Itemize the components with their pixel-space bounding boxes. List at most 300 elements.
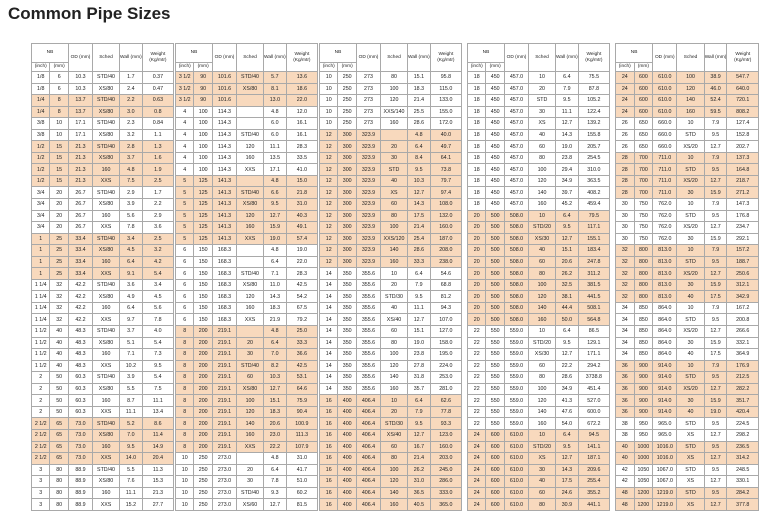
table-cell: XXS <box>93 268 120 280</box>
table-cell: 200 <box>194 441 212 453</box>
table-cell: 160 <box>237 152 264 164</box>
table-row <box>468 453 610 465</box>
table-cell: 6 <box>176 291 194 303</box>
table-cell: 1.9 <box>142 164 173 176</box>
table-cell: 141.3 <box>212 187 236 199</box>
table-cell: 68.8 <box>430 279 461 291</box>
table-cell: 4.9 <box>120 291 143 303</box>
table-cell: 22 <box>468 418 486 430</box>
table-cell: 200 <box>194 326 212 338</box>
table-cell: 314.2 <box>727 453 759 465</box>
table-cell: STD/40 <box>93 72 120 84</box>
table-cell: 26.7 <box>68 222 92 234</box>
table-cell: 32 <box>50 279 68 291</box>
table-cell: 300 <box>338 256 356 268</box>
table-cell: 508.0 <box>504 268 528 280</box>
table-cell: 8 <box>50 95 68 107</box>
table-cell: 60 <box>381 326 408 338</box>
table-row <box>320 487 462 499</box>
table-cell: 140 <box>529 187 556 199</box>
table-cell: 24 <box>468 464 486 476</box>
table-row <box>468 395 610 407</box>
table-cell: 25 <box>50 268 68 280</box>
table-cell: 8.4 <box>408 152 431 164</box>
table-cell: 12 <box>320 175 338 187</box>
table-cell: XS/30 <box>529 349 556 361</box>
table-cell: 150 <box>194 291 212 303</box>
table-cell: STD <box>677 164 704 176</box>
table-cell: 26 <box>616 129 635 141</box>
table-row <box>616 349 759 361</box>
pipe-table-4 <box>467 43 610 511</box>
table-row <box>320 106 462 118</box>
table-cell: 20.6 <box>556 256 579 268</box>
table-cell: 21.4 <box>408 453 431 465</box>
table-cell: 60.2 <box>286 487 317 499</box>
table-cell: 48.3 <box>68 337 92 349</box>
table-cell: 28.3 <box>286 141 317 153</box>
table-row <box>468 302 610 314</box>
table-row <box>616 256 759 268</box>
table-cell: 100 <box>194 141 212 153</box>
table-row <box>32 83 174 95</box>
table-cell: 550 <box>486 406 504 418</box>
table-cell: 10 <box>677 302 704 314</box>
table-cell: 400 <box>338 487 356 499</box>
table-cell: 330.1 <box>727 476 759 488</box>
table-cell: 8 <box>176 360 194 372</box>
table-cell: 160 <box>237 302 264 314</box>
table-cell: 457.0 <box>504 95 528 107</box>
table-cell: 34 <box>616 314 635 326</box>
table-cell: 9.5 <box>408 291 431 303</box>
table-row <box>320 199 462 211</box>
column-header: Sched <box>93 44 120 72</box>
table-row <box>32 360 174 372</box>
table-cell: 18 <box>468 187 486 199</box>
table-cell: 9.5 <box>264 199 287 211</box>
table-cell: 13.0 <box>264 95 287 107</box>
table-cell: 6.4 <box>264 337 287 349</box>
table-cell: 5 <box>176 233 194 245</box>
table-cell: 150 <box>194 245 212 257</box>
table-cell: 157.2 <box>727 245 759 257</box>
table-cell: 125 <box>194 199 212 211</box>
table-cell <box>381 129 408 141</box>
table-cell: 400 <box>338 464 356 476</box>
table-cell: 762.0 <box>653 199 677 211</box>
table-cell: 45.2 <box>556 199 579 211</box>
table-cell: 21.3 <box>68 175 92 187</box>
table-cell: 20 <box>237 337 264 349</box>
table-cell: 28 <box>616 164 635 176</box>
table-cell: 86.5 <box>578 326 609 338</box>
table-cell: 600 <box>486 453 504 465</box>
table-cell: 67.5 <box>286 302 317 314</box>
table-cell: 12 <box>320 187 338 199</box>
table-cell: 273.0 <box>212 499 236 511</box>
table-cell: 200 <box>194 383 212 395</box>
table-cell: 32 <box>50 302 68 314</box>
table-cell: 24 <box>468 429 486 441</box>
table-cell: 1/8 <box>32 83 50 95</box>
table-row <box>468 118 610 130</box>
table-cell: 21.3 <box>68 164 92 176</box>
column-header: Weight (Kg/mtr) <box>430 44 461 72</box>
table-cell: 3.2 <box>120 129 143 141</box>
table-cell: 1 <box>32 233 50 245</box>
table-cell: 48 <box>616 487 635 499</box>
table-cell: 4.5 <box>142 291 173 303</box>
column-header: Sched <box>237 44 264 72</box>
table-cell: STD <box>677 441 704 453</box>
table-cell: 5 <box>176 175 194 187</box>
table-cell: 32 <box>616 279 635 291</box>
table-cell: 600 <box>486 441 504 453</box>
table-cell: 450 <box>486 141 504 153</box>
table-cell: 28 <box>616 152 635 164</box>
table-cell: 51.0 <box>286 476 317 488</box>
table-cell: 33.4 <box>68 268 92 280</box>
table-cell: 10 <box>176 464 194 476</box>
table-cell: 0.63 <box>142 95 173 107</box>
table-row <box>616 337 759 349</box>
table-row <box>176 487 318 499</box>
column-subheader: (inch) <box>320 63 338 72</box>
table-cell: 2.5 <box>142 175 173 187</box>
table-cell: 3.6 <box>120 279 143 291</box>
table-cell: 9.5 <box>704 487 727 499</box>
table-row <box>176 314 318 326</box>
table-cell: 38.1 <box>556 291 579 303</box>
table-cell: 127.0 <box>430 326 461 338</box>
table-cell: 100 <box>381 349 408 361</box>
table-cell: 16 <box>320 499 338 511</box>
table-cell: 24 <box>468 476 486 488</box>
table-cell: 6 <box>176 279 194 291</box>
table-cell: 2 1/2 <box>32 418 50 430</box>
table-cell: 80 <box>50 499 68 511</box>
table-cell: 26.2 <box>408 464 431 476</box>
table-cell: 24 <box>616 95 635 107</box>
table-cell: 117.1 <box>578 222 609 234</box>
table-cell: 188.7 <box>727 256 759 268</box>
table-cell: STD <box>677 418 704 430</box>
table-cell: 14 <box>320 268 338 280</box>
table-cell: 11.1 <box>264 141 287 153</box>
table-cell: 46.0 <box>704 83 727 95</box>
table-cell: 160 <box>529 418 556 430</box>
table-cell: 22 <box>468 406 486 418</box>
table-cell: 406.4 <box>356 453 380 465</box>
table-cell: 236.5 <box>727 441 759 453</box>
table-cell: 5.4 <box>142 268 173 280</box>
table-cell: 7.9 <box>704 152 727 164</box>
table-cell: 18 <box>468 141 486 153</box>
table-cell: 3/4 <box>32 222 50 234</box>
column-header: OD (mm) <box>504 44 528 72</box>
table-row <box>616 487 759 499</box>
table-cell: 7.8 <box>142 314 173 326</box>
table-cell: 1050 <box>634 476 653 488</box>
table-cell: 25 <box>50 233 68 245</box>
table-cell: 284.2 <box>727 487 759 499</box>
table-cell: 20 <box>381 279 408 291</box>
table-cell: 6 <box>176 256 194 268</box>
table-cell: 160 <box>93 441 120 453</box>
table-cell: 3/4 <box>32 210 50 222</box>
table-cell: 20 <box>468 233 486 245</box>
table-cell: 600 <box>634 83 653 95</box>
table-row <box>176 418 318 430</box>
table-cell: 762.0 <box>653 210 677 222</box>
table-cell: 20 <box>468 314 486 326</box>
table-cell: 18 <box>468 83 486 95</box>
table-cell: 5 <box>176 210 194 222</box>
table-cell: 1/2 <box>32 164 50 176</box>
table-cell: 808.2 <box>727 106 759 118</box>
table-cell: 5.1 <box>120 337 143 349</box>
table-cell: 18 <box>468 199 486 211</box>
table-cell: 20 <box>529 83 556 95</box>
table-row <box>320 314 462 326</box>
table-cell: 4.8 <box>264 326 287 338</box>
table-cell: 6.4 <box>556 429 579 441</box>
table-row <box>616 106 759 118</box>
table-cell: 21.4 <box>408 95 431 107</box>
table-cell: STD/40 <box>93 118 120 130</box>
column-header: Weight (Kg/mtr) <box>286 44 317 72</box>
table-cell: 355.6 <box>356 314 380 326</box>
table-cell: 4.0 <box>142 326 173 338</box>
table-cell: 1219.0 <box>653 487 677 499</box>
table-cell: 10.3 <box>408 175 431 187</box>
table-cell: XS/80 <box>93 291 120 303</box>
table-cell: 8 <box>176 326 194 338</box>
table-cell: 1/8 <box>32 72 50 84</box>
table-cell: 550 <box>486 372 504 384</box>
table-cell: 10 <box>529 429 556 441</box>
table-cell: 8 <box>176 429 194 441</box>
column-header: OD (mm) <box>212 44 236 72</box>
table-cell: 10 <box>677 199 704 211</box>
table-cell: 40 <box>616 453 635 465</box>
table-cell: 42.2 <box>68 279 92 291</box>
table-cell: 212.5 <box>727 372 759 384</box>
table-cell: 850 <box>634 314 653 326</box>
table-cell: 600 <box>634 95 653 107</box>
table-cell: 323.9 <box>356 164 380 176</box>
table-row <box>616 187 759 199</box>
table-cell: 88.9 <box>68 487 92 499</box>
table-cell: 14 <box>320 360 338 372</box>
table-row <box>320 222 462 234</box>
table-cell: 310.0 <box>578 164 609 176</box>
table-cell: 21.4 <box>408 222 431 234</box>
table-cell: 17.5 <box>704 349 727 361</box>
table-cell: 9.5 <box>704 441 727 453</box>
table-cell: 95.8 <box>430 72 461 84</box>
table-cell: 400 <box>338 441 356 453</box>
table-cell: 40 <box>677 406 704 418</box>
table-cell: 20 <box>468 256 486 268</box>
table-cell: 700 <box>634 164 653 176</box>
table-cell: 21.3 <box>142 487 173 499</box>
table-cell: 355.6 <box>356 337 380 349</box>
table-cell: 21.3 <box>68 152 92 164</box>
table-cell: 559.0 <box>504 383 528 395</box>
column-header: NB <box>32 44 69 63</box>
table-cell <box>237 175 264 187</box>
table-cell: 3 <box>32 476 50 488</box>
table-cell: 762.0 <box>653 222 677 234</box>
table-cell: 12.7 <box>704 141 727 153</box>
table-cell: 762.0 <box>653 233 677 245</box>
table-cell: 4 <box>176 141 194 153</box>
table-cell: 6.4 <box>408 395 431 407</box>
table-cell: 12 <box>320 233 338 245</box>
table-cell: 65 <box>50 418 68 430</box>
table-cell: 298.2 <box>727 429 759 441</box>
table-cell: 30 <box>616 222 635 234</box>
table-cell: 4.2 <box>142 256 173 268</box>
table-cell: 200 <box>194 360 212 372</box>
table-row <box>320 395 462 407</box>
table-cell: 300 <box>338 129 356 141</box>
table-cell: 36 <box>616 360 635 372</box>
table-cell: 167.2 <box>727 302 759 314</box>
table-cell: 13.7 <box>68 95 92 107</box>
table-cell: 5 <box>176 199 194 211</box>
table-cell: 900 <box>634 406 653 418</box>
table-cell: 4.8 <box>264 245 287 257</box>
table-cell: 29.4 <box>556 164 579 176</box>
table-cell: 160 <box>93 349 120 361</box>
table-cell: 600 <box>486 487 504 499</box>
table-cell: 80 <box>381 453 408 465</box>
table-cell: 120 <box>529 175 556 187</box>
table-row <box>468 164 610 176</box>
table-cell: 400 <box>338 476 356 488</box>
table-cell: XS/80 <box>237 83 264 95</box>
table-cell: 65 <box>50 453 68 465</box>
table-cell: 266.6 <box>727 326 759 338</box>
table-row <box>616 383 759 395</box>
table-cell: 2.9 <box>120 187 143 199</box>
table-row <box>176 141 318 153</box>
table-cell: 508.0 <box>504 279 528 291</box>
table-cell: 20 <box>468 210 486 222</box>
table-cell: 7.5 <box>120 175 143 187</box>
column-header: Sched <box>381 44 408 72</box>
table-cell: 11.1 <box>408 302 431 314</box>
table-cell: 12.7 <box>556 349 579 361</box>
table-cell: 64.1 <box>430 152 461 164</box>
table-cell: STD/20 <box>529 337 556 349</box>
table-cell: 132.0 <box>430 210 461 222</box>
table-cell: 14 <box>320 291 338 303</box>
table-cell: STD/40 <box>93 233 120 245</box>
table-cell: 559.0 <box>504 372 528 384</box>
table-cell: 550 <box>486 418 504 430</box>
table-cell: 1/2 <box>32 152 50 164</box>
table-cell: 19.0 <box>704 406 727 418</box>
table-cell: XXS <box>93 453 120 465</box>
table-cell: 21.8 <box>286 187 317 199</box>
table-cell: 750 <box>634 199 653 211</box>
table-row <box>320 83 462 95</box>
column-subheader: (mm) <box>338 63 356 72</box>
table-cell: 16 <box>320 395 338 407</box>
table-cell: 114.3 <box>212 129 236 141</box>
table-cell: 24 <box>468 453 486 465</box>
table-row <box>616 152 759 164</box>
table-cell: 323.9 <box>356 152 380 164</box>
table-cell: 100 <box>381 464 408 476</box>
table-cell: 408.2 <box>578 187 609 199</box>
table-cell: 550 <box>486 337 504 349</box>
table-cell: STD/40 <box>237 360 264 372</box>
table-cell: 245.0 <box>430 464 461 476</box>
table-cell: 60 <box>381 199 408 211</box>
table-cell: 30 <box>381 152 408 164</box>
table-cell: 16 <box>320 429 338 441</box>
table-cell: 20 <box>468 245 486 257</box>
table-cell: 20 <box>50 187 68 199</box>
table-cell: 7.6 <box>120 476 143 488</box>
pipe-table-5 <box>615 43 759 511</box>
table-cell: 500 <box>486 268 504 280</box>
table-cell: 150 <box>194 256 212 268</box>
table-cell: STD/40 <box>93 95 120 107</box>
table-cell: 64.6 <box>286 383 317 395</box>
table-cell: 6 <box>50 83 68 95</box>
table-cell: 9.7 <box>120 314 143 326</box>
table-cell: XXS/120 <box>381 233 408 245</box>
table-cell: STD <box>529 95 556 107</box>
table-cell: 15.1 <box>408 326 431 338</box>
table-cell: 711.0 <box>653 187 677 199</box>
table-cell: 1.7 <box>120 72 143 84</box>
table-row <box>616 222 759 234</box>
table-cell: 250 <box>338 83 356 95</box>
table-cell: 4.8 <box>408 129 431 141</box>
table-cell: 88.9 <box>68 476 92 488</box>
table-cell: 813.0 <box>653 268 677 280</box>
table-cell: 250 <box>338 72 356 84</box>
table-cell: STD/40 <box>93 326 120 338</box>
table-cell: 209.6 <box>578 464 609 476</box>
table-cell: 1 1/4 <box>32 314 50 326</box>
table-cell: 36 <box>616 395 635 407</box>
table-cell: 6.4 <box>408 141 431 153</box>
table-row <box>616 372 759 384</box>
table-cell: 650 <box>634 118 653 130</box>
table-cell: 27.8 <box>408 360 431 372</box>
table-row <box>616 429 759 441</box>
table-cell: 7.1 <box>264 268 287 280</box>
table-cell: 350 <box>338 302 356 314</box>
table-cell: 250 <box>194 476 212 488</box>
table-cell: 1050 <box>634 464 653 476</box>
table-cell: 508.0 <box>504 256 528 268</box>
table-cell: 80 <box>50 476 68 488</box>
table-cell: 350 <box>338 291 356 303</box>
table-cell: 10.3 <box>68 83 92 95</box>
table-cell: 88.9 <box>68 499 92 511</box>
table-row <box>468 279 610 291</box>
table-cell: 350 <box>338 268 356 280</box>
